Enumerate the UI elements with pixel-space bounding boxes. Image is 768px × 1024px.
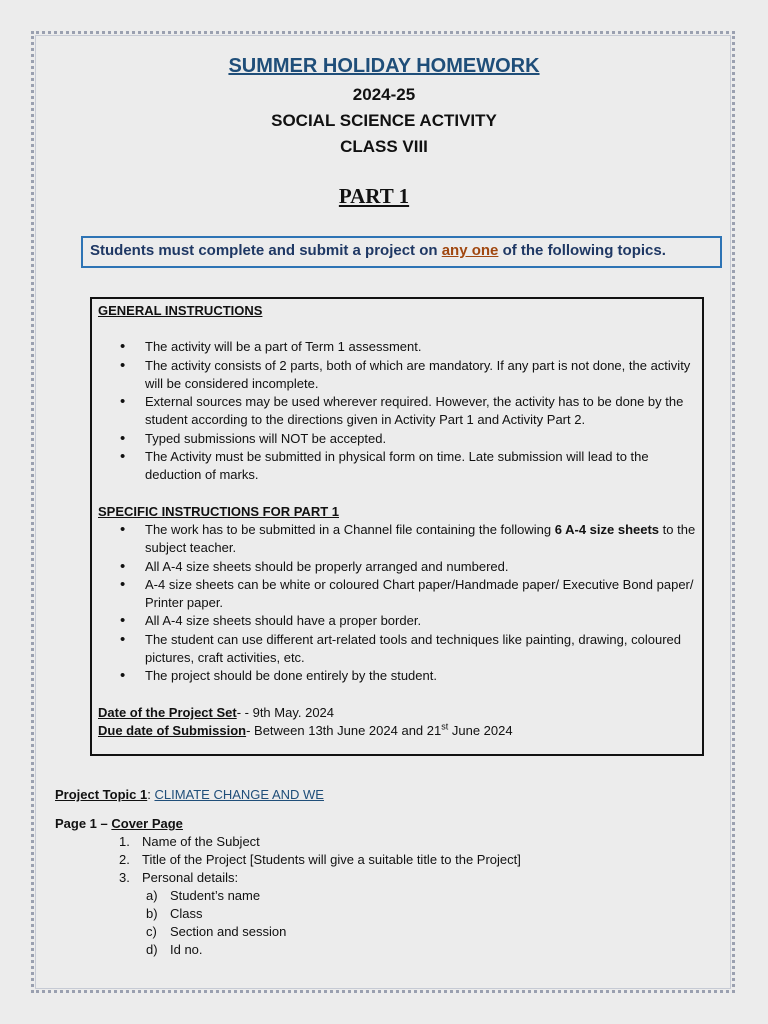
project-topic-name: CLIMATE CHANGE AND WE [154,787,324,802]
notice-highlight: any one [441,242,499,259]
topic-separator: : [147,787,155,802]
part-heading: PART 1 [338,184,410,208]
list-item [55,923,715,941]
notice-text-after: of the following topics. [498,242,666,259]
list-item: • The project should be done entirely by the student. [98,667,696,685]
item-text: Student’s name [170,888,261,903]
list-item: • The student can use different art-related tools and techniques like painting, drawing, coloured pictures, craft activities, etc. [98,631,696,668]
page-one-line [55,815,715,833]
list-item: • A-4 size sheets can be white or coloured Chart paper/Handmade paper/ Executive Bond paper/ Printer paper. [98,576,696,613]
item-text: Id no. [170,942,203,957]
item-number: 2. [119,852,130,867]
page-title: SUMMER HOLIDAY HOMEWORK [228,55,540,77]
item-bold-text: 6 A-4 size sheets [554,521,660,537]
project-set-value: - - 9th May. 2024 [236,704,335,720]
due-date-superscript: st [441,721,449,732]
page-name: Cover Page [111,816,183,831]
item-number: 1. [119,834,130,849]
list-item [98,521,696,558]
item-number: b) [146,906,158,921]
subject-heading: SOCIAL SCIENCE ACTIVITY [271,111,497,130]
due-date-value: - Between 13th June 2024 and 21 [246,722,442,738]
item-text: Title of the Project [Students will give a suitable title to the Project] [142,852,521,867]
notice-text-before: Students must complete and submit a project on [90,242,442,259]
due-date-end: June 2024 [448,722,513,738]
item-text: Personal details: [142,870,239,885]
item-number: 3. [119,870,130,885]
item-number: a) [146,888,158,903]
page-label: Page 1 – [55,816,112,831]
list-item: • Typed submissions will NOT be accepted. [98,430,696,448]
specific-instructions-heading: SPECIFIC INSTRUCTIONS FOR PART 1 [98,503,339,519]
item-text: Name of the Subject [142,834,260,849]
project-topic-label: Project Topic 1 [55,787,148,802]
list-item: • External sources may be used wherever required. However, the activity has to be done by the student according to the directions given in Activity Part 1 and Activity Part 2. [98,393,696,430]
specific-instructions-list [98,521,696,686]
project-topic-line [55,786,715,804]
item-text: to the subject teacher. [145,521,696,556]
item-number: c) [146,924,157,939]
item-text: Class [170,906,203,921]
list-item: • The Activity must be submitted in physical form on time. Late submission will lead to the deduction of marks. [98,448,696,485]
list-item [55,941,715,959]
general-instructions-heading: GENERAL INSTRUCTIONS [98,303,263,318]
project-section [55,786,715,959]
list-item: • All A-4 size sheets should have a proper border. [98,612,696,630]
item-text: Section and session [170,924,287,939]
item-number: d) [146,942,158,957]
list-item [55,869,715,887]
due-date-label: Due date of Submission [98,722,247,738]
list-item [55,851,715,869]
notice-box [81,236,722,268]
project-set-date [98,704,696,722]
academic-year: 2024-25 [352,85,416,104]
list-item [55,905,715,923]
list-item: • All A-4 size sheets should be properly arranged and numbered. [98,558,696,576]
instructions-box [90,297,704,756]
list-item [55,887,715,905]
list-item: • The activity consists of 2 parts, both of which are mandatory. If any part is not done, the activity will be considered incomplete. [98,357,696,394]
project-set-label: Date of the Project Set [98,704,237,720]
list-item: • The activity will be a part of Term 1 assessment. [98,338,696,356]
class-heading: CLASS VIII [340,137,428,156]
item-text: The work has to be submitted in a Channel file containing the following [145,521,555,537]
general-instructions-list [98,338,696,484]
submission-due-date [98,722,696,740]
list-item [55,833,715,851]
